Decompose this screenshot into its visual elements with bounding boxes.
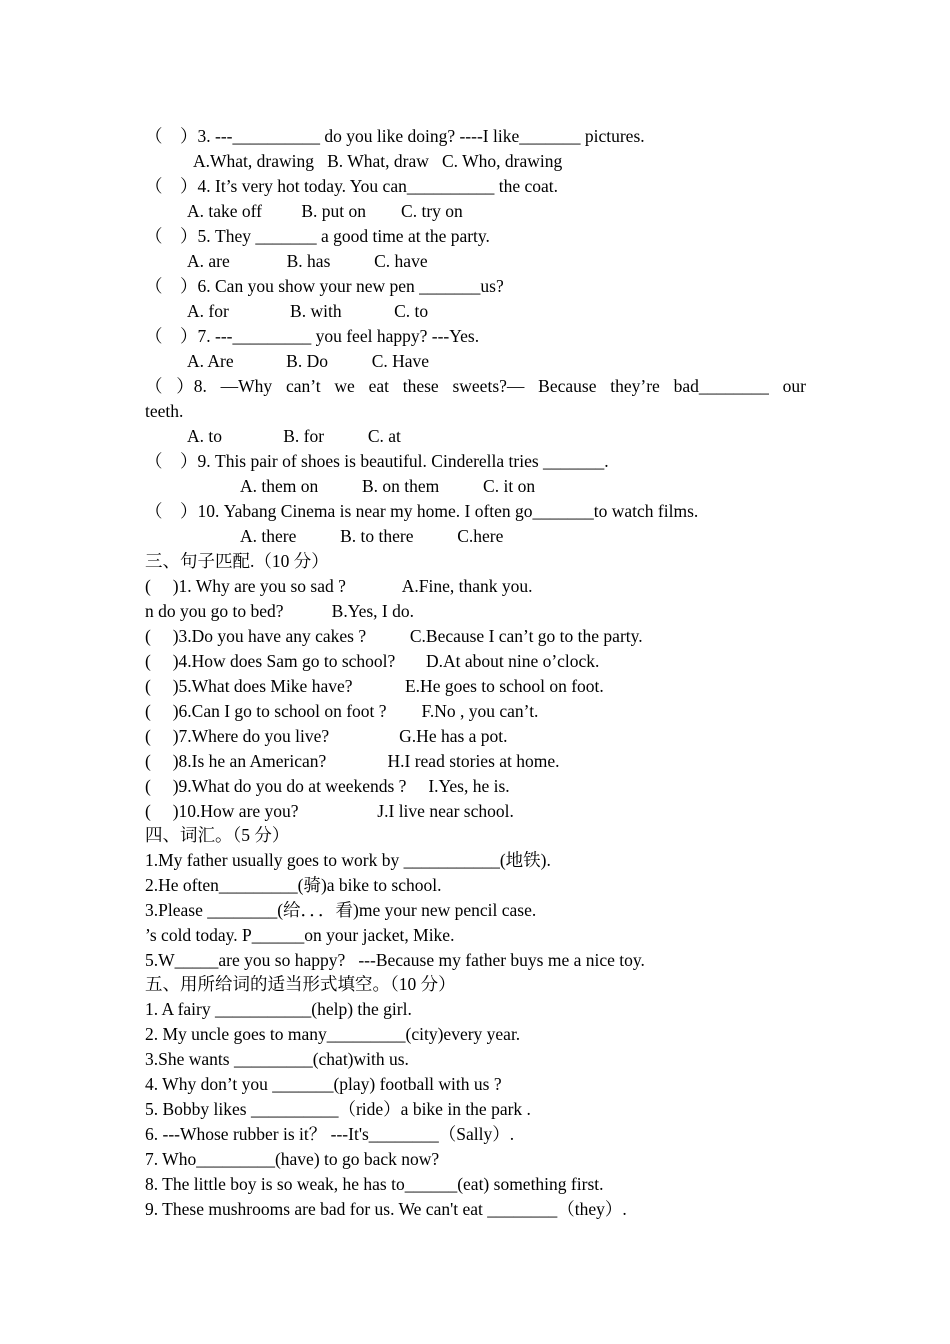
question-8-word: eat: [368, 376, 389, 396]
question-8-continued: teeth.: [145, 401, 184, 421]
fill-item: 9. These mushrooms are bad for us. We can't eat ________（they）.: [145, 1199, 627, 1219]
question-8-word: these: [402, 376, 439, 396]
question-8-word: they’re: [610, 376, 660, 396]
fill-item: 6. ---Whose rubber is it？ ---It's________（Sally）.: [145, 1124, 515, 1144]
matching-item: ( )6.Can I go to school on foot ? F.No , you can’t.: [145, 701, 539, 721]
question-7-options: A. Are B. Do C. Have: [187, 351, 430, 371]
question-8-word: （: [145, 376, 163, 396]
vocab-item: 1.My father usually goes to work by ___________(地铁).: [145, 850, 551, 870]
matching-item: ( )7.Where do you live? G.He has a pot.: [145, 726, 508, 746]
matching-item: ( )1. Why are you so sad ? A.Fine, thank you.: [145, 576, 533, 596]
question-8-word: our: [782, 376, 806, 396]
vocab-item: ’s cold today. P______on your jacket, Mike.: [145, 925, 455, 945]
question-4: （ ）4. It’s very hot today. You can__________ the coat.: [145, 176, 558, 196]
question-10: （ ）10. Yabang Cinema is near my home. I often go_______to watch films.: [145, 501, 699, 521]
question-3-options: A.What, drawing B. What, draw C. Who, drawing: [193, 151, 563, 171]
question-8-word: ）8.: [176, 376, 207, 396]
question-8-word: Because: [538, 376, 597, 396]
fill-item: 3.She wants _________(chat)with us.: [145, 1049, 409, 1069]
question-7: （ ）7. ---_________ you feel happy? ---Yes.: [145, 326, 480, 346]
section-3-heading: 三、句子匹配.（10 分）: [145, 551, 329, 571]
question-6-options: A. for B. with C. to: [187, 301, 429, 321]
fill-item: 1. A fairy ___________(help) the girl.: [145, 999, 412, 1019]
matching-item: ( )3.Do you have any cakes ? C.Because I can’t go to the party.: [145, 626, 643, 646]
question-8-word: bad________: [673, 376, 769, 396]
fill-item: 4. Why don’t you _______(play) football with us ?: [145, 1074, 502, 1094]
question-8-word: can’t: [285, 376, 321, 396]
fill-item: 8. The little boy is so weak, he has to______(eat) something first.: [145, 1174, 604, 1194]
vocab-item: 2.He often_________(骑)a bike to school.: [145, 875, 442, 895]
matching-item: n do you go to bed? B.Yes, I do.: [145, 601, 414, 621]
matching-item: ( )8.Is he an American? H.I read stories at home.: [145, 751, 560, 771]
matching-item: ( )4.How does Sam go to school? D.At about nine o’clock.: [145, 651, 600, 671]
fill-item: 2. My uncle goes to many_________(city)every year.: [145, 1024, 521, 1044]
question-9: （ ）9. This pair of shoes is beautiful. Cinderella tries _______.: [145, 451, 609, 471]
question-9-options: A. them on B. on them C. it on: [240, 476, 536, 496]
question-10-options: A. there B. to there C.here: [240, 526, 504, 546]
matching-item: ( )5.What does Mike have? E.He goes to school on foot.: [145, 676, 604, 696]
fill-item: 7. Who_________(have) to go back now?: [145, 1149, 440, 1169]
question-5-options: A. are B. has C. have: [187, 251, 428, 271]
question-5: （ ）5. They _______ a good time at the party.: [145, 226, 490, 246]
question-8: [145, 374, 806, 399]
question-8-word: we: [334, 376, 355, 396]
vocab-item: 5.W_____are you so happy? ---Because my father buys me a nice toy.: [145, 950, 645, 970]
matching-item: ( )10.How are you? J.I live near school.: [145, 801, 514, 821]
question-8-word: —Why: [220, 376, 273, 396]
question-6: （ ）6. Can you show your new pen _______us?: [145, 276, 504, 296]
question-8-word: sweets?—: [452, 376, 525, 396]
question-4-options: A. take off B. put on C. try on: [187, 201, 463, 221]
question-8-options: A. to B. for C. at: [187, 426, 401, 446]
question-3: （ ）3. ---__________ do you like doing? ----I like_______ pictures.: [145, 126, 645, 146]
section-4-heading: 四、词汇。（5 分）: [145, 825, 290, 845]
matching-item: ( )9.What do you do at weekends ? I.Yes, he is.: [145, 776, 510, 796]
section-5-heading: 五、用所给词的适当形式填空。（10 分）: [145, 974, 456, 994]
vocab-item: 3.Please ________(给．．．看)me your new pencil case.: [145, 900, 537, 920]
fill-item: 5. Bobby likes __________（ride）a bike in the park .: [145, 1099, 531, 1119]
